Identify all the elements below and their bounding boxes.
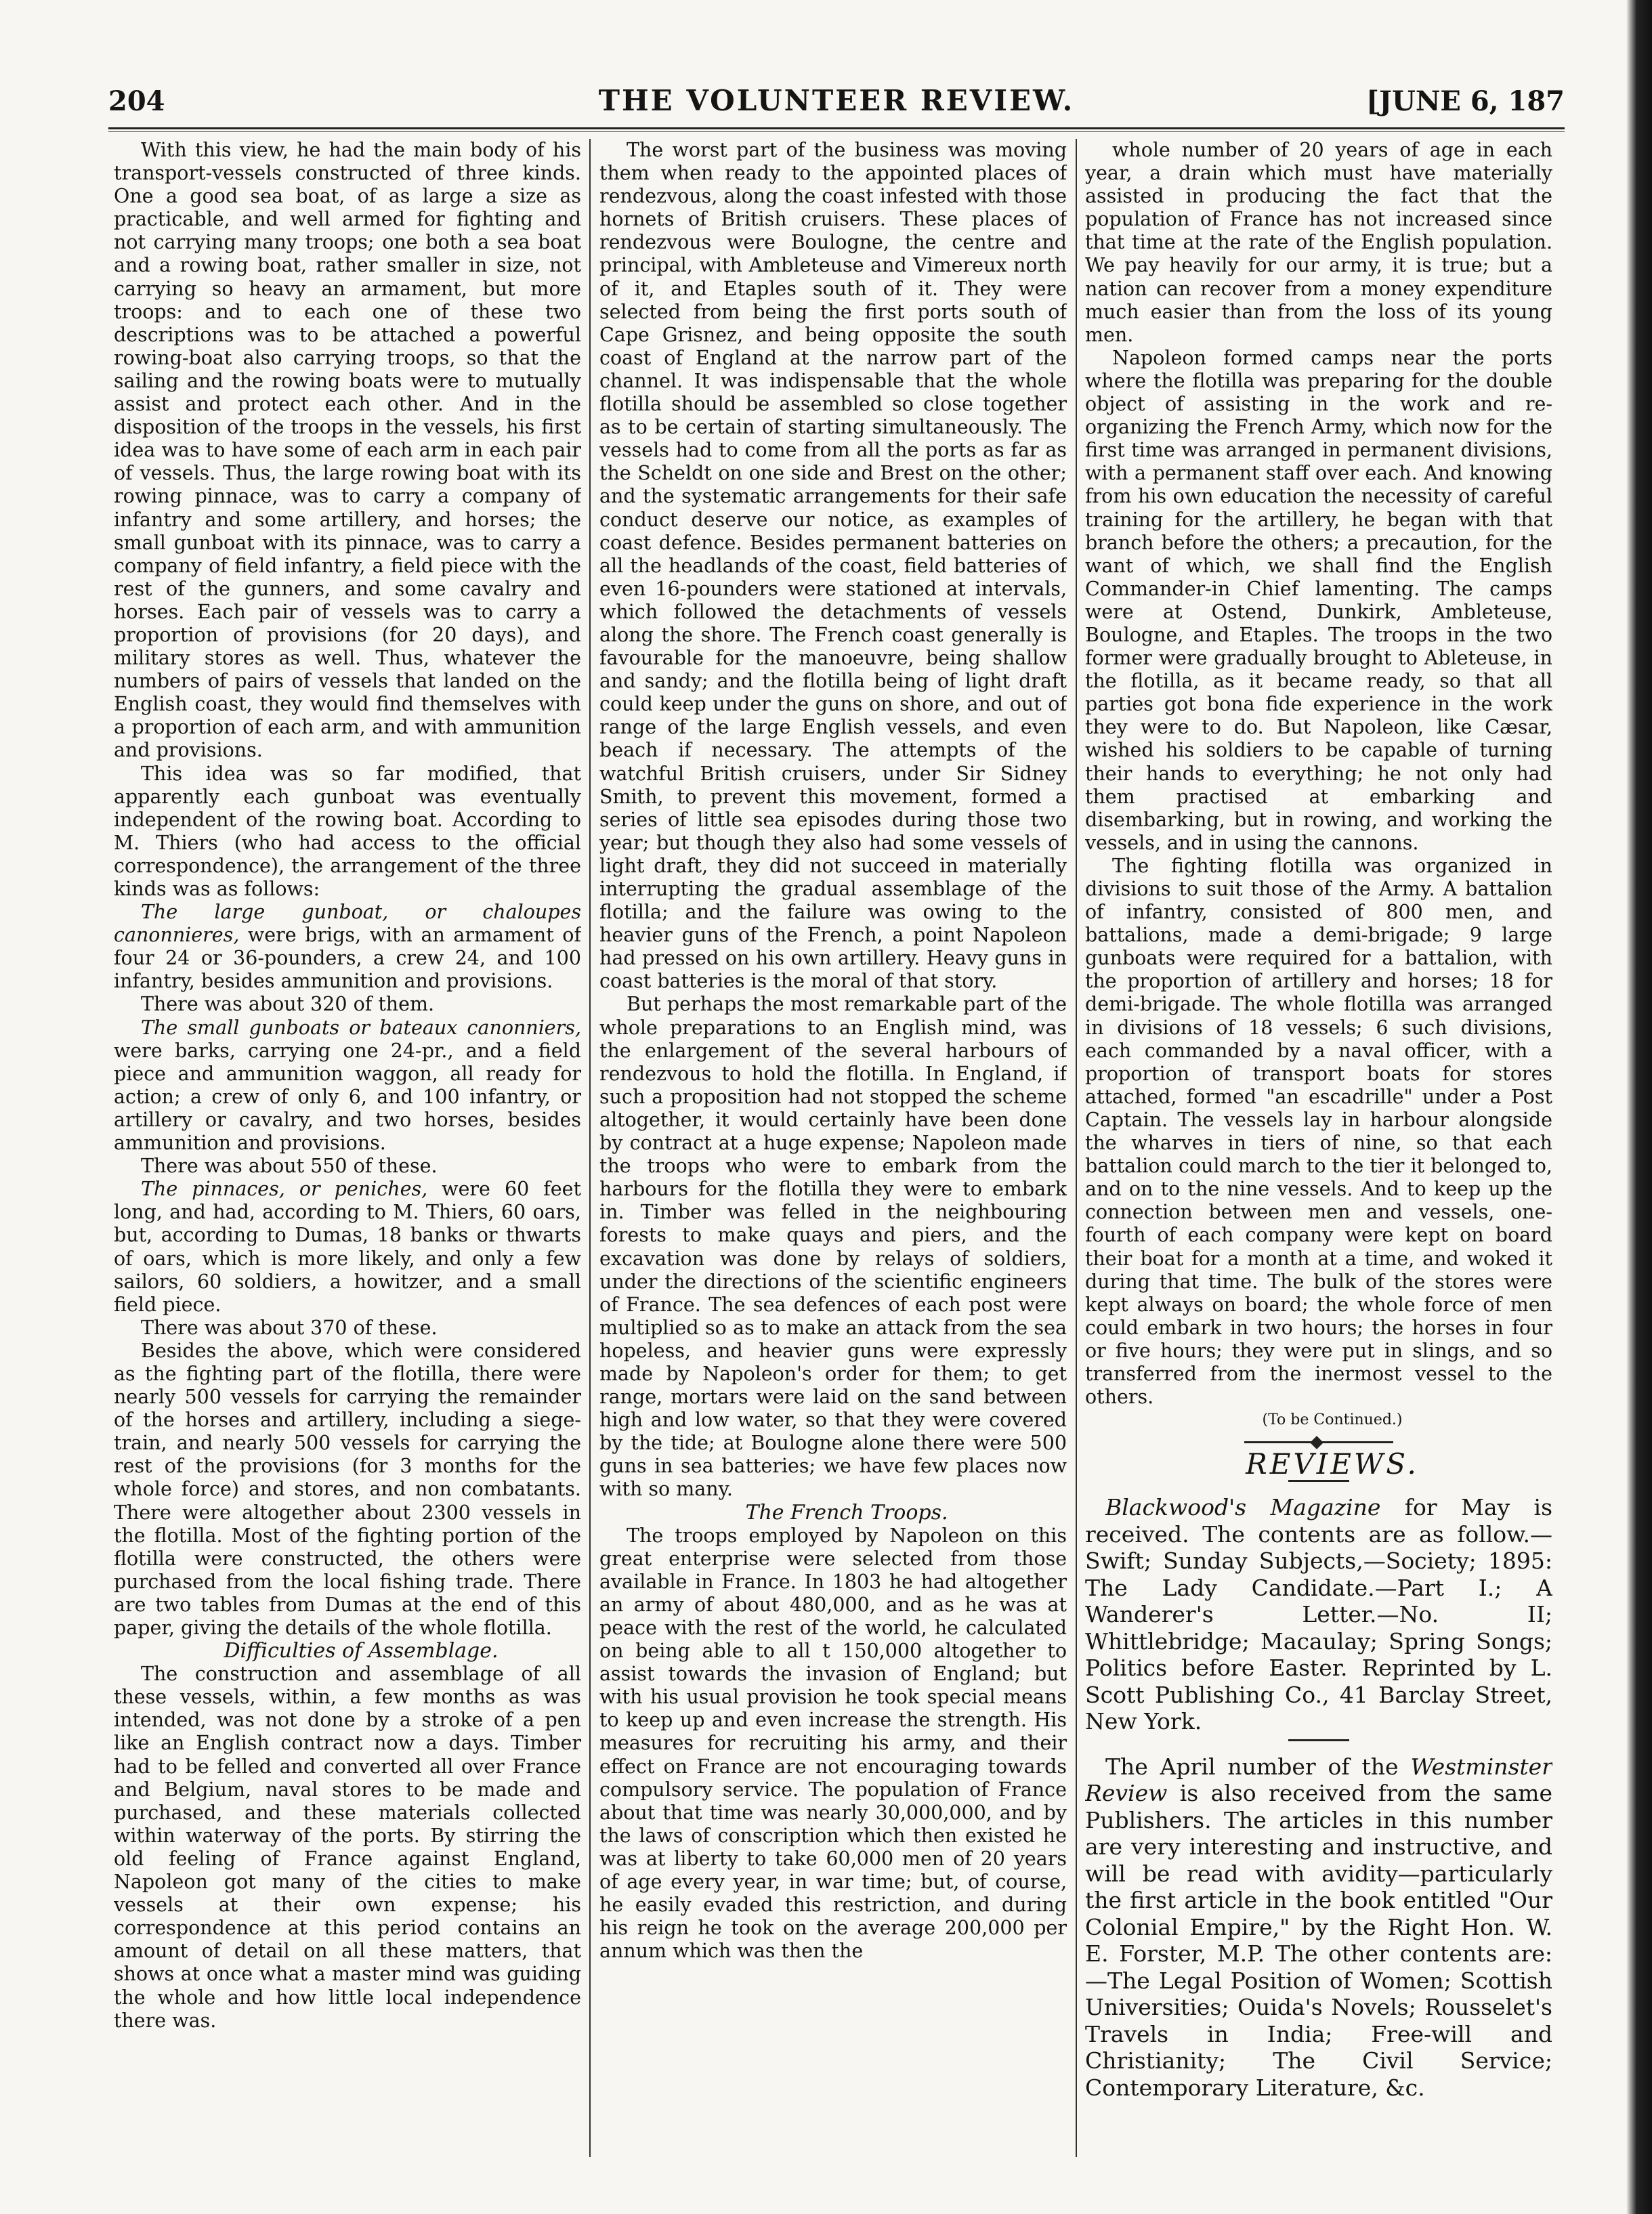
paragraph: The construction and assemblage of all these vessels, within, a few months as was intended, was not done by a stroke of a pen like an English contract now a days. Timber had to be felled and converted all over France and Belgium, naval stores to be made and purchased, and these materials collected within waterway of the ports. By stirring the old feeling of France against England, Napoleon got many of the cities to make vessels at their own expense; his correspondence at this period contains an amount of detail on all these matters, that shows at once what a master mind was guiding the whole and how little local independence there was. [114,1663,581,2032]
section-subheading: The French Troops. [745,1500,948,1525]
paragraph-text: were brigs, with an armament of four 24 or 36-pounders, a crew 24, and 100 infantry, besides ammunition and provisions. [114,924,581,993]
paragraph [114,1017,581,1155]
review-paragraph [1085,1494,1552,1735]
paragraph: Besides the above, which were considered as the fighting part of the flotilla, there were nearly 500 vessels for carrying the remainder of the horses and artillery, including a siege-train, and nearly 500 vessels for carrying the rest of the provisions (for 3 months for the whole force) and stores, and non combatants. There were altogether about 2300 vessels in the flotilla. Most of the fighting portion of the flotilla were constructed, the others were purchased from the local fishing trade. There are two tables from Dumas at the end of this paper, giving the details of the whole flotilla. [114,1339,581,1639]
paragraph [114,1178,581,1317]
page-header [108,80,1565,127]
italic-term: The pinnaces, or peniches, [141,1178,428,1201]
paragraph: whole number of 20 years of age in each year, a drain which must have materially assisted in producing the fact that the population of France has not increased since that time at the rate of the English population. We pay heavily for our army, it is true; but a nation can recover from a money expenditure much easier than from the loss of its young men. [1085,139,1552,346]
paragraph: With this view, he had the main body of his transport-vessels constructed of three kinds. One a good sea boat, of as large a size as practicable, and well armed for fighting and not carrying many troops; one both a sea boat and a rowing boat, rather smaller in size, not carrying so heavy an armament, but more troops: and to each one of these two descriptions was to be attached a powerful rowing-boat also carrying troops, so that the sailing and the rowing boats were to mutually assist and protect each other. And in the disposition of the troops in the vessels, his first idea was to have some of each arm in each pair of vessels. Thus, the large rowing boat with its rowing pinnace, was to carry a company of infantry and some artillery, and horses; the small gunboat with its pinnace, was to carry a company of field infantry, a field piece with the rest of the gunners, and some cavalry and horses. Each pair of vessels was to carry a proportion of provisions (for 20 days), and military stores as well. Thus, whatever the numbers of pairs of vessels that landed on the English coast, they would find themselves with a proportion of each arm, and with ammunition and provisions. [114,139,581,762]
header-rule [108,127,1565,129]
continued-note: (To be Continued.) [1262,1411,1403,1429]
magazine-title: Westminster Review [1085,1753,1552,1807]
paragraph: There was about 370 of these. [141,1316,438,1339]
ornamental-divider [1244,1441,1393,1443]
header-rule-thin [108,131,1565,132]
reviews-heading: REVIEWS. [1246,1447,1419,1481]
reviews-section [1085,1494,1552,2101]
column-2 [599,139,1067,2157]
paragraph: There was about 550 of these. [141,1155,438,1178]
italic-term: The small gunboats or bateaux canonniers, [141,1016,581,1039]
paragraph: Napoleon formed camps near the ports where the flotilla was preparing for the double object of assisting in the work and re-organizing the French Army, which now for the first time was arranged in permanent divisions, with a permanent staff over each. And knowing from his own education the necessity of careful training for the artillery, he began with that branch before the others; a precaution, for the want of which, we shall find the English Commander-in Chief lamenting. The camps were at Ostend, Dunkirk, Ambleteuse, Boulogne, and Etaples. The troops in the two former were gradually brought to Ableteuse, in the flotilla, as it became ready, so that all parties got bona fide experience in the work they were to do. But Napoleon, like Cæsar, wished his soldiers to be capable of turning their hands to everything; he not only had them practised at embarking and disembarking, but in rowing, and working the vessels, and in using the cannons. [1085,346,1552,854]
column-divider-2 [1076,139,1077,2157]
magazine-title: Blackwood's Magazine [1105,1494,1381,1521]
column-3 [1085,139,1552,2157]
review-separator [1288,1739,1349,1741]
paragraph: But perhaps the most remarkable part of the whole preparations to an English mind, was the enlargement of the several harbours of rendezvous to hold the flotilla. In England, if such a proposition had not stopped the scheme altogether, it would certainly have been done by contract at a huge expense; Napoleon made the troops who were to embark from the harbours for the flotilla they were to embark in. Timber was felled in the neighbouring forests to make quays and piers, and the excavation was done by relays of soldiers, under the directions of the scientific engineers of France. The sea defences of each post were multiplied so as to make an attack from the sea hopeless, and heavier guns were expressly made by Napoleon's order for them; to get range, mortars were laid on the sand between high and low water, so that they were covered by the tide; at Boulogne alone there were 500 guns in sea batteries; we have few places now with so many. [599,993,1067,1501]
column-1 [114,139,581,2157]
paragraph: The troops employed by Napoleon on this great enterprise were selected from those available in France. In 1803 he had altogether an army of about 480,000, and as he was at peace with the rest of the world, he calculated on being able to all t 150,000 altogether to assist towards the invasion of England; but with his usual provision he took special means to keep up and even increase the strength. His measures for recruiting his army, and their effect on France are not encouraging towards compulsory service. The population of France about that time was nearly 30,000,000, and by the laws of conscription which then existed he was at liberty to take 60,000 men of 20 years of age every year, in war time; but, of course, he easily evaded this restriction, and during his reign he took on the average 200,000 per annum which was then the [599,1524,1067,1963]
publication-title: THE VOLUNTEER REVIEW. [598,84,1075,117]
paragraph: The worst part of the business was moving them when ready to the appointed places of rendezvous, along the coast infested with those hornets of British cruisers. These places of rendezvous were Boulogne, the centre and principal, with Ambleteuse and Vimereux north of it, and Etaples south of it. They were selected from being the first ports south of Cape Grisnez, and being opposite the south coast of England at the narrow part of the channel. It was indispensable that the whole flotilla should be assembled so close together as to be certain of starting simultaneously. The vessels had to come from all the ports as far as the Scheldt on one side and Brest on the other; and the systematic arrangements for their safe conduct deserve our notice, as examples of coast defence. Besides permanent batteries on all the headlands of the coast, field batteries of even 16-pounders were stationed at intervals, which followed the detachments of vessels along the shore. The French coast generally is favourable for the manoeuvre, being shallow and sandy; and the flotilla being of light draft could keep under the guns on shore, and out of range of the large English vessels, and even beach if necessary. The attempts of the watchful British cruisers, under Sir Sidney Smith, to prevent this movement, formed a series of little sea episodes during those two year; but though they also had some vessels of light draft, they did not succeed in materially interrupting the gradual assemblage of the flotilla; and the failure was owing to the heavier guns of the French, a point Napoleon had pressed on his own artillery. Heavy guns in coast batteries is the moral of that story. [599,139,1067,993]
paragraph-text: were barks, carrying one 24-pr., and a field piece and ammunition waggon, all ready for action; a crew of only 6, and 100 infantry, or artillery or cavalry, and two horses, besides ammunition and provisions. [114,1039,581,1155]
italic-term: The large gunboat, or chaloupes canonnieres, [114,901,581,947]
paragraph: This idea was so far modified, that apparently each gunboat was eventually independent of the rowing boat. According to M. Thiers (who had access to the official correspondence), the arrangement of the three kinds was as follows: [114,762,581,900]
issue-date: [JUNE 6, 187 [1366,85,1565,117]
page-number: 204 [108,85,165,117]
page-edge-shadow [1626,0,1652,2214]
review-text: The April number of the [1105,1753,1411,1780]
review-text: is also received from the same Publishers. The articles in this number are very interesting and instructive, and will be read with avidity—particularly the first article in the book entitled "Our Colonial Empire," by the Right Hon. W. E. Forster, M.P. The other contents are:—The Legal Position of Women; Scottish Universities; Ouida's Novels; Rousselet's Travels in India; Free-will and Christianity; The Civil Service; Contemporary Literature, &c. [1085,1780,1552,2101]
paragraph: The fighting flotilla was organized in divisions to suit those of the Army. A battalion of infantry, consisted of 800 men, and battalions, made a demi-brigade; 9 large gunboats were required for a battalion, with the proportion of artillery and horses; 18 for demi-brigade. The whole flotilla was arranged in divisions of 18 vessels; 6 such divisions, each commanded by a naval officer, with a proportion of transport boats for stores attached, formed "an escadrille" under a Post Captain. The vessels lay in harbour alongside the wharves in tiers of nine, so that each battalion could march to the tier it belonged to, and on to the nine vessels. And to keep up the connection between men and vessels, one-fourth of each company were kept on board their boat for a month at a time, and woked it during that time. The bulk of the stores were kept always on board; the whole force of men could embark in two hours; the horses in four or five hours; they were put in slings, and so transferred from the inermost vessel to the others. [1085,854,1552,1409]
paragraph: There was about 320 of them. [141,993,435,1016]
paragraph-text: were 60 feet long, and had, according to M. Thiers, 60 oars, but, according to Dumas, 18 banks or thwarts of oars, which is more likely, and only a few sailors, 60 soldiers, a howitzer, and a small field piece. [114,1178,581,1316]
review-paragraph [1085,1753,1552,2102]
paragraph [114,901,581,993]
review-text: for May is received. The contents are as follow.—Swift; Sunday Subjects,—Society; 1895: The Lady Candidate.—Part I.; A Wanderer's Letter.—No. II; Whittlebridge; Macaulay; Spring Songs; Politics before Easter. Reprinted by L. Scott Publishing Co., 41 Barclay Street, New York. [1085,1494,1552,1735]
column-divider-1 [589,139,591,2157]
section-subheading: Difficulties of Assemblage. [224,1639,499,1663]
